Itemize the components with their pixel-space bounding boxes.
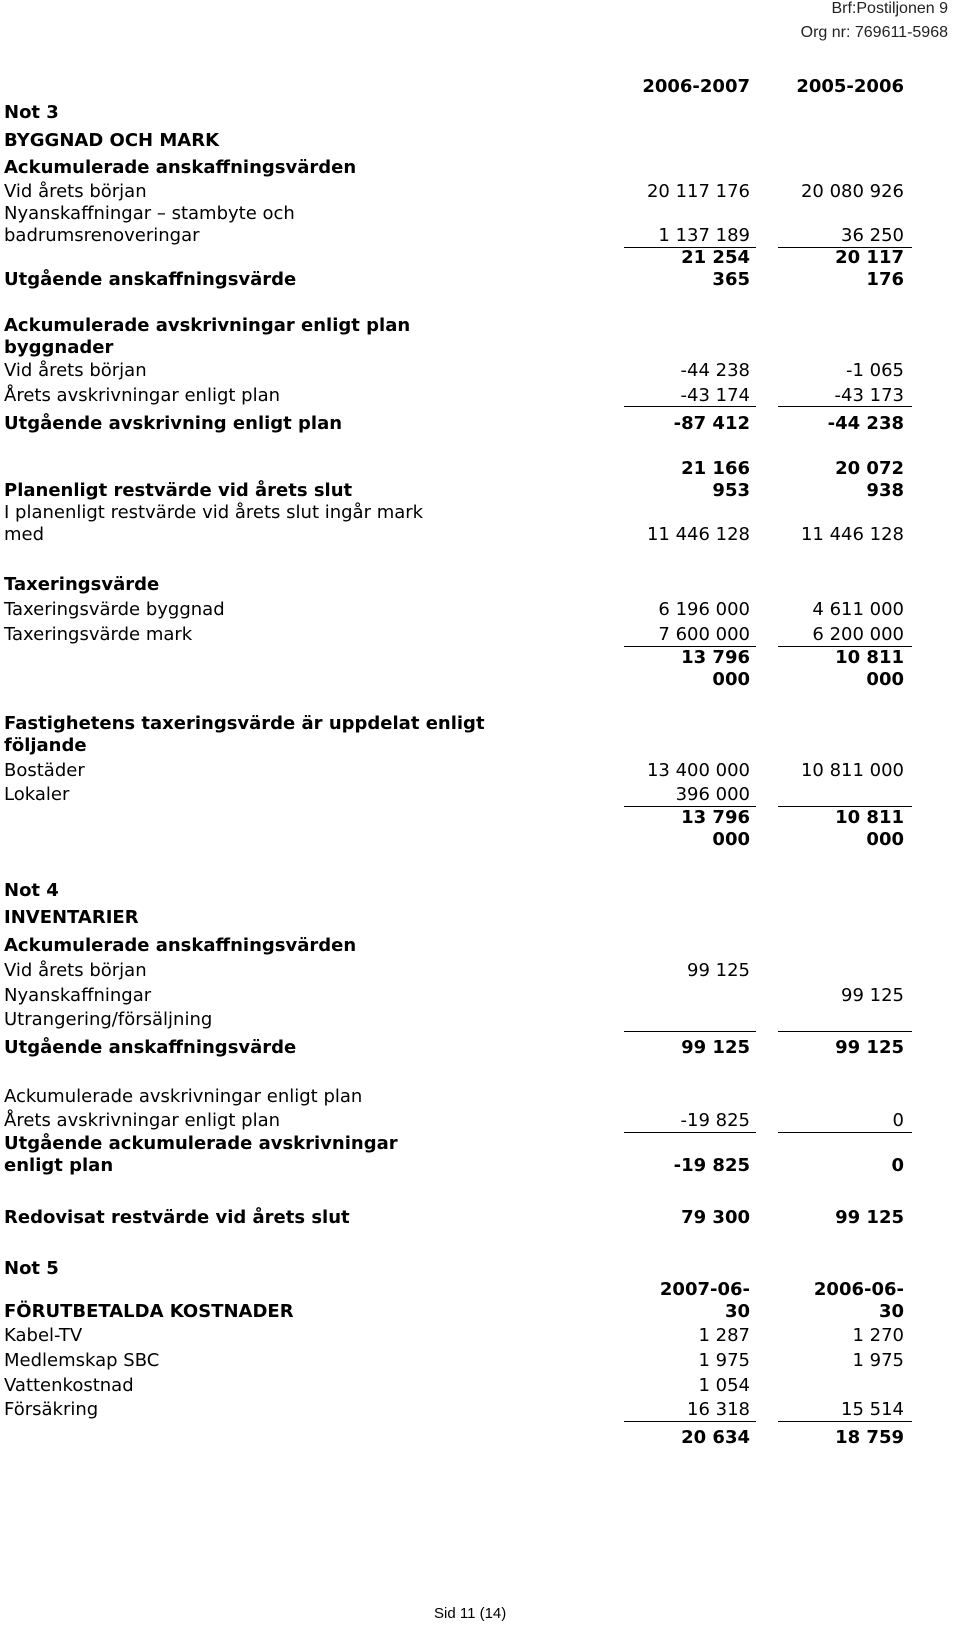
row-value-year1: -44 238 — [680, 360, 750, 381]
row-value-year1: 1 975 — [698, 1350, 750, 1371]
row-label-cont: med — [4, 524, 45, 545]
row-value-year2: 10 811 000 — [800, 760, 904, 781]
not4-title: Not 4 — [4, 880, 59, 901]
row-value-year1: 11 446 128 — [646, 524, 750, 545]
row-label: Årets avskrivningar enligt plan — [4, 385, 281, 406]
row-value-year1: 7 600 000 — [658, 624, 750, 645]
row-value-year2: 0 — [892, 1110, 904, 1131]
section-heading-cont: byggnader — [4, 337, 114, 358]
total-value-year1: 99 125 — [681, 1037, 750, 1058]
row-value-year2: 6 200 000 — [812, 624, 904, 645]
sum-rule — [778, 1421, 912, 1422]
total-value-year2: 99 125 — [835, 1037, 904, 1058]
row-label: Nyanskaffningar — [4, 985, 152, 1006]
total-value-year2: -44 238 — [827, 413, 904, 434]
total-value-year1: 13 796 — [681, 807, 750, 828]
total-value-year2: 10 811 — [835, 807, 904, 828]
row-value-year2: 99 125 — [841, 985, 904, 1006]
total-value-year2: 20 117 — [835, 247, 904, 268]
total-value-year1: -19 825 — [673, 1155, 750, 1176]
org-number: Org nr: 769611-5968 — [800, 24, 948, 41]
sum-rule — [624, 1031, 756, 1032]
total-value-year2-cont: 000 — [866, 669, 904, 690]
column-header-year2: 2005-2006 — [796, 76, 904, 97]
sum-rule — [778, 1031, 912, 1032]
section-heading: Fastighetens taxeringsvärde är uppdelat enligt — [4, 713, 485, 734]
total-value-year2: 10 811 — [835, 647, 904, 668]
row-value-year2: 1 975 — [852, 1350, 904, 1371]
section-heading: Taxeringsvärde — [4, 574, 160, 595]
row-label: Medlemskap SBC — [4, 1350, 160, 1371]
org-name: Brf:Postiljonen 9 — [831, 0, 948, 17]
total-label: Planenligt restvärde vid årets slut — [4, 480, 353, 501]
row-label: Årets avskrivningar enligt plan — [4, 1110, 281, 1131]
row-label: Vattenkostnad — [4, 1375, 134, 1396]
total-label: Redovisat restvärde vid årets slut — [4, 1207, 350, 1228]
row-value-year2: 1 270 — [852, 1325, 904, 1346]
not3-ack-ansk-heading: Ackumulerade anskaffningsvärden — [4, 157, 357, 178]
total-value-year1: 13 796 — [681, 647, 750, 668]
row-label: Försäkring — [4, 1399, 99, 1420]
section-heading: Ackumulerade avskrivningar enligt plan — [4, 315, 411, 336]
not3-heading: BYGGNAD OCH MARK — [4, 130, 220, 151]
row-label: I planenligt restvärde vid årets slut ingår mark — [4, 502, 424, 523]
row-value-year1: -43 174 — [680, 385, 750, 406]
sum-rule — [624, 1132, 756, 1133]
row-label: Kabel-TV — [4, 1325, 83, 1346]
not5-title: Not 5 — [4, 1258, 59, 1279]
row-label-cont: badrumsrenoveringar — [4, 225, 200, 246]
page-number: Sid 11 (14) — [434, 1605, 507, 1622]
total-label: Utgående anskaffningsvärde — [4, 1037, 297, 1058]
total-label: Utgående avskrivning enligt plan — [4, 413, 343, 434]
total-value-year2-cont: 000 — [866, 829, 904, 850]
row-label: Vid årets början — [4, 360, 147, 381]
total-value-year2: 0 — [891, 1155, 904, 1176]
section-heading: Ackumulerade avskrivningar enligt plan — [4, 1086, 363, 1107]
total-value-year2-cont: 938 — [866, 480, 904, 501]
total-value-year1-cont: 000 — [712, 829, 750, 850]
row-value-year2: 20 080 926 — [800, 181, 904, 202]
total-value-year1-cont: 953 — [712, 480, 750, 501]
row-label: Bostäder — [4, 760, 85, 781]
total-label: Utgående anskaffningsvärde — [4, 269, 297, 290]
total-value-year2: 18 759 — [835, 1427, 904, 1448]
column-header-year2-cont: 30 — [878, 1301, 904, 1322]
row-value-year1: 396 000 — [675, 784, 750, 805]
sum-rule — [778, 406, 912, 407]
not5-heading: FÖRUTBETALDA KOSTNADER — [4, 1301, 294, 1322]
total-label: Utgående ackumulerade avskrivningar — [4, 1133, 398, 1154]
total-value-year2: 20 072 — [835, 458, 904, 479]
total-value-year1: 79 300 — [681, 1207, 750, 1228]
row-label: Vid årets början — [4, 960, 147, 981]
not4-ack-ansk-heading: Ackumulerade anskaffningsvärden — [4, 935, 357, 956]
not3-title: Not 3 — [4, 102, 59, 123]
row-value-year2: -1 065 — [845, 360, 904, 381]
row-value-year1: 1 054 — [698, 1375, 750, 1396]
total-value-year1: -87 412 — [673, 413, 750, 434]
row-value-year1: -19 825 — [680, 1110, 750, 1131]
not4-heading: INVENTARIER — [4, 907, 139, 928]
total-value-year1: 21 166 — [681, 458, 750, 479]
row-value-year1: 6 196 000 — [658, 599, 750, 620]
sum-rule — [624, 1421, 756, 1422]
column-header-year1-cont: 30 — [724, 1301, 750, 1322]
total-value-year1-cont: 365 — [712, 269, 750, 290]
row-label: Taxeringsvärde byggnad — [4, 599, 225, 620]
section-heading-cont: följande — [4, 735, 87, 756]
row-value-year1: 1 137 189 — [658, 225, 750, 246]
row-value-year1: 13 400 000 — [646, 760, 750, 781]
total-value-year1: 21 254 — [681, 247, 750, 268]
row-value-year2: 11 446 128 — [800, 524, 904, 545]
column-header-year1: 2007-06- — [659, 1279, 750, 1300]
total-label-cont: enligt plan — [4, 1155, 114, 1176]
row-value-year1: 20 117 176 — [646, 181, 750, 202]
total-value-year1: 20 634 — [681, 1427, 750, 1448]
row-label: Vid årets början — [4, 181, 147, 202]
sum-rule — [778, 1132, 912, 1133]
row-label: Utrangering/försäljning — [4, 1009, 213, 1030]
column-header-year1: 2006-2007 — [642, 76, 750, 97]
row-value-year1: 16 318 — [687, 1399, 750, 1420]
sum-rule — [624, 406, 756, 407]
row-value-year1: 99 125 — [687, 960, 750, 981]
row-value-year1: 1 287 — [698, 1325, 750, 1346]
total-value-year1-cont: 000 — [712, 669, 750, 690]
total-value-year2: 99 125 — [835, 1207, 904, 1228]
row-value-year2: 4 611 000 — [812, 599, 904, 620]
row-value-year2: 36 250 — [841, 225, 904, 246]
row-value-year2: 15 514 — [841, 1399, 904, 1420]
row-label: Lokaler — [4, 784, 70, 805]
row-label: Nyanskaffningar – stambyte och — [4, 203, 295, 224]
row-label: Taxeringsvärde mark — [4, 624, 193, 645]
row-value-year2: -43 173 — [834, 385, 904, 406]
column-header-year2: 2006-06- — [813, 1279, 904, 1300]
total-value-year2-cont: 176 — [866, 269, 904, 290]
